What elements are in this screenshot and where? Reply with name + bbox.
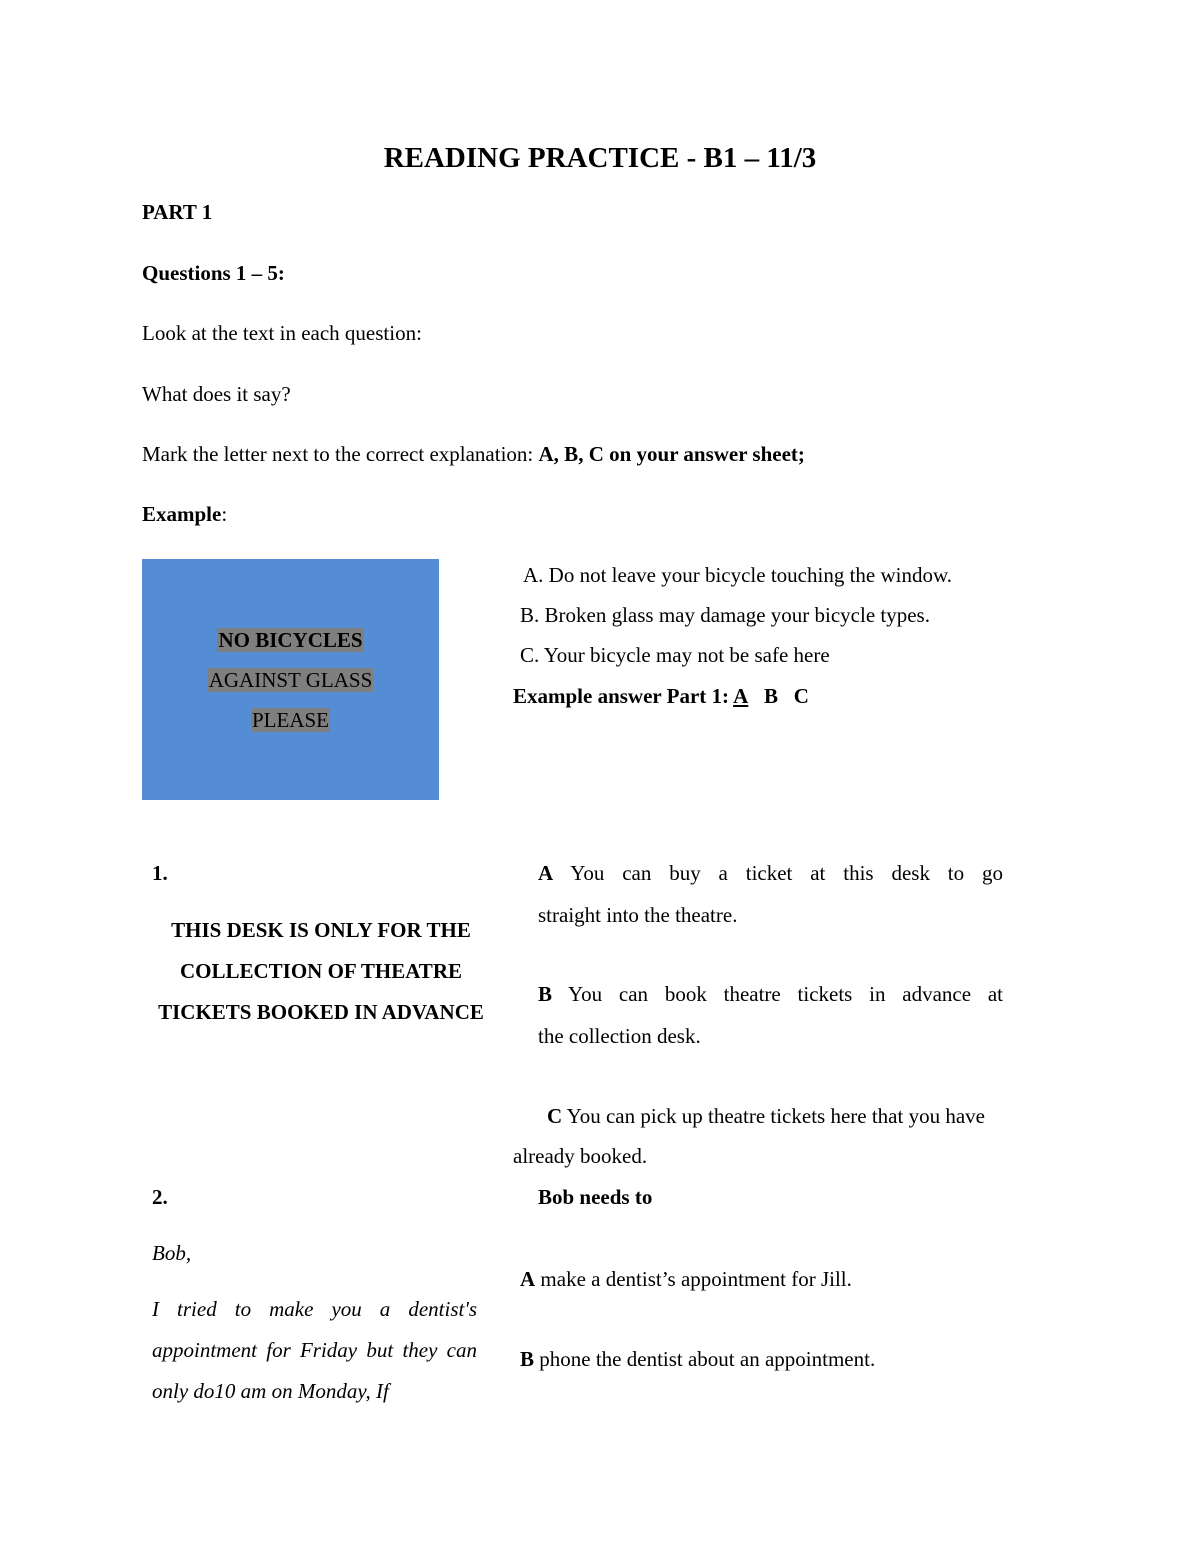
question-2-note-text: I tried to make you a dentist's appointment for Friday but they can only do10 am on Monday, If	[152, 1297, 477, 1403]
question-1-option-a-text: You can buy a ticket at this desk to go	[570, 861, 1003, 885]
instruction-line-3	[142, 442, 805, 467]
question-1-option-c-line-2: already booked.	[513, 1144, 648, 1168]
example-answer-label: Example answer Part 1:	[513, 684, 734, 708]
example-label-text: Example	[142, 502, 222, 526]
instruction-line-3-plain: Mark the letter next to the correct explanation:	[142, 442, 539, 466]
example-sign-line-2: AGAINST GLASS	[208, 667, 373, 692]
question-1-option-b-line-1	[538, 982, 1003, 1007]
question-2-stem: Bob needs to	[538, 1185, 653, 1209]
example-sign	[142, 559, 439, 800]
question-2-option-a-text: make a dentist’s appointment for Jill.	[540, 1267, 852, 1291]
question-2-option-a-letter: A	[520, 1267, 536, 1291]
example-answer-letter-b: B	[764, 684, 779, 708]
question-1-option-b-text: You can book theatre tickets in advance at	[568, 982, 1003, 1006]
question-2-option-a	[520, 1267, 852, 1292]
question-1-option-a	[538, 861, 1003, 928]
question-2-salutation: Bob,	[152, 1241, 192, 1265]
page-title: READING PRACTICE - B1 – 11/3	[383, 142, 817, 174]
instruction-line-3-bold: A, B, C on your answer sheet;	[538, 442, 805, 466]
question-1-option-a-line-1	[538, 861, 1003, 886]
question-1-number: 1.	[152, 861, 168, 885]
question-1-option-a-line-2: straight into the theatre.	[538, 903, 738, 927]
example-answer-letter-a: A	[733, 684, 749, 708]
question-2-number: 2.	[152, 1185, 168, 1209]
instruction-line-2: What does it say?	[142, 382, 291, 406]
question-1-option-b-line-2: the collection desk.	[538, 1024, 701, 1048]
part-label: PART 1	[142, 200, 213, 224]
question-1-option-c-letter: C	[547, 1104, 563, 1128]
example-answer-letter-c: C	[793, 684, 809, 708]
question-1-option-a-letter: A	[538, 861, 554, 885]
example-sign-line-3: PLEASE	[251, 707, 329, 732]
example-label	[142, 502, 227, 527]
question-1-option-c	[547, 1104, 985, 1129]
example-sign-line-1: NO BICYCLES	[218, 627, 363, 652]
example-answer	[513, 684, 809, 709]
question-1-option-b-letter: B	[538, 982, 553, 1006]
question-1-sign-text: THIS DESK IS ONLY FOR THE COLLECTION OF THEATRE TICKETS BOOKED IN ADVANCE	[158, 918, 484, 1024]
instruction-line-1: Look at the text in each question:	[142, 321, 422, 345]
example-label-colon: :	[221, 502, 228, 526]
question-2-option-b-text: phone the dentist about an appointment.	[539, 1347, 876, 1371]
questions-label: Questions 1 – 5:	[142, 261, 285, 285]
question-1-option-c-text: You can pick up theatre tickets here that you have	[566, 1104, 985, 1128]
question-1-option-b	[538, 982, 1003, 1049]
example-option-b: B. Broken glass may damage your bicycle types.	[520, 603, 930, 627]
example-option-c: C. Your bicycle may not be safe here	[520, 643, 830, 667]
question-2-option-b	[520, 1347, 875, 1372]
example-option-a: A. Do not leave your bicycle touching the window.	[523, 563, 953, 587]
question-2-option-b-letter: B	[520, 1347, 535, 1371]
